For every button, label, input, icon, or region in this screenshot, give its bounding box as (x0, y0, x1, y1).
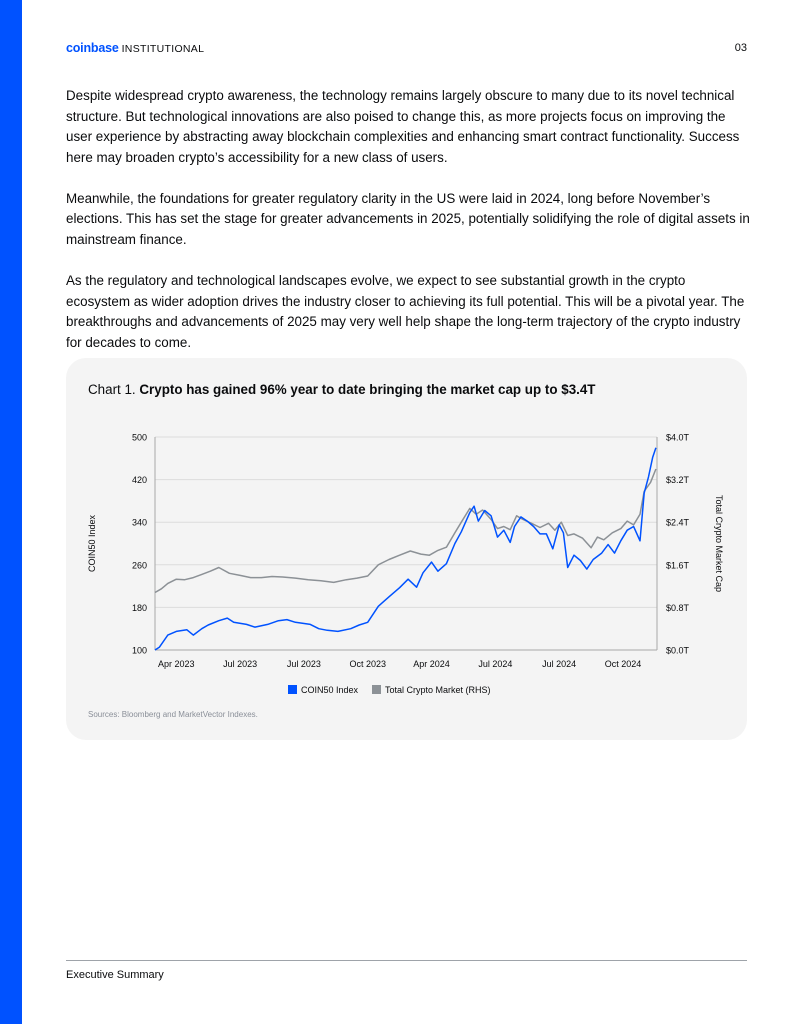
x-tick-label: Oct 2024 (604, 659, 642, 669)
page-number: 03 (734, 42, 747, 54)
y-left-tick-label: 180 (131, 602, 147, 613)
y-axis-left-title: COIN50 Index (87, 514, 97, 573)
paragraph-3: As the regulatory and technological landscapes evolve, we expect to see substantial growth in the crypto ecosystem as wider adoption drives the industry closer to achieving its full potential. This will be a pivotal year. The breakthroughs and advancements of 2025 may very well help shape the long-term trajectory of the crypto industry for decades to come. (66, 273, 745, 350)
y-left-tick-label: 420 (131, 475, 147, 486)
y-left-tick-label: 340 (131, 517, 147, 528)
page-header (66, 41, 747, 57)
x-tick-label: Oct 2023 (349, 659, 386, 669)
chart-title-prefix: Chart 1. (88, 382, 140, 397)
x-tick-label: Apr 2024 (413, 659, 450, 669)
x-tick-label: Apr 2023 (158, 659, 195, 669)
x-tick-label: Jul 2023 (223, 659, 258, 669)
y-axis-right-title: Total Crypto Market Cap (714, 494, 724, 593)
brand-wordmark (66, 41, 204, 55)
body-text (66, 86, 750, 374)
chart-sources: Sources: Bloomberg and MarketVector Indexes. (88, 710, 258, 719)
coinbase-logo: coinbase (66, 41, 119, 55)
y-left-tick-label: 500 (131, 432, 147, 443)
legend-swatch-coin50 (288, 685, 297, 694)
paragraph-1: Despite widespread crypto awareness, the technology remains largely obscure to many due to its novel technical structure. But technological innovations are also poised to change this, as more projects focus on improving the user experience by abstracting away blockchain complexities and enhancing smart contract functionality. Success here may broaden crypto’s accessibility for a new class of users. (66, 88, 740, 165)
legend-label-coin50: COIN50 Index (301, 685, 359, 695)
coin50-series-line (155, 448, 656, 650)
x-tick-label: Jul 2023 (286, 659, 321, 669)
side-accent-bar (0, 0, 22, 1024)
y-left-tick-label: 260 (131, 560, 147, 571)
y-left-tick-label: 100 (131, 645, 147, 656)
y-right-tick-label: $0.0T (666, 645, 690, 656)
y-right-tick-label: $4.0T (666, 432, 690, 443)
y-right-tick-label: $0.8T (666, 602, 690, 613)
legend-label-total-market: Total Crypto Market (RHS) (385, 685, 491, 695)
x-tick-label: Jul 2024 (478, 659, 513, 669)
y-right-tick-label: $1.6T (666, 560, 690, 571)
chart-card (66, 358, 747, 740)
chart-title-bold: Crypto has gained 96% year to date bringing the market cap up to $3.4T (139, 382, 596, 397)
line-chart (66, 358, 747, 740)
total-market-series-line (155, 469, 656, 593)
y-right-tick-label: $2.4T (666, 517, 690, 528)
footer-label: Executive Summary (66, 969, 164, 981)
paragraph-2: Meanwhile, the foundations for greater regulatory clarity in the US were laid in 2024, long before November’s elections. This has set the stage for greater advancements in 2025, potentially solidifying the role of digital assets in mainstream finance. (66, 190, 750, 248)
brand-subtitle: INSTITUTIONAL (121, 43, 205, 55)
legend-swatch-total-market (372, 685, 381, 694)
x-tick-label: Jul 2024 (542, 659, 577, 669)
y-right-tick-label: $3.2T (666, 475, 690, 486)
footer-divider (66, 960, 747, 961)
